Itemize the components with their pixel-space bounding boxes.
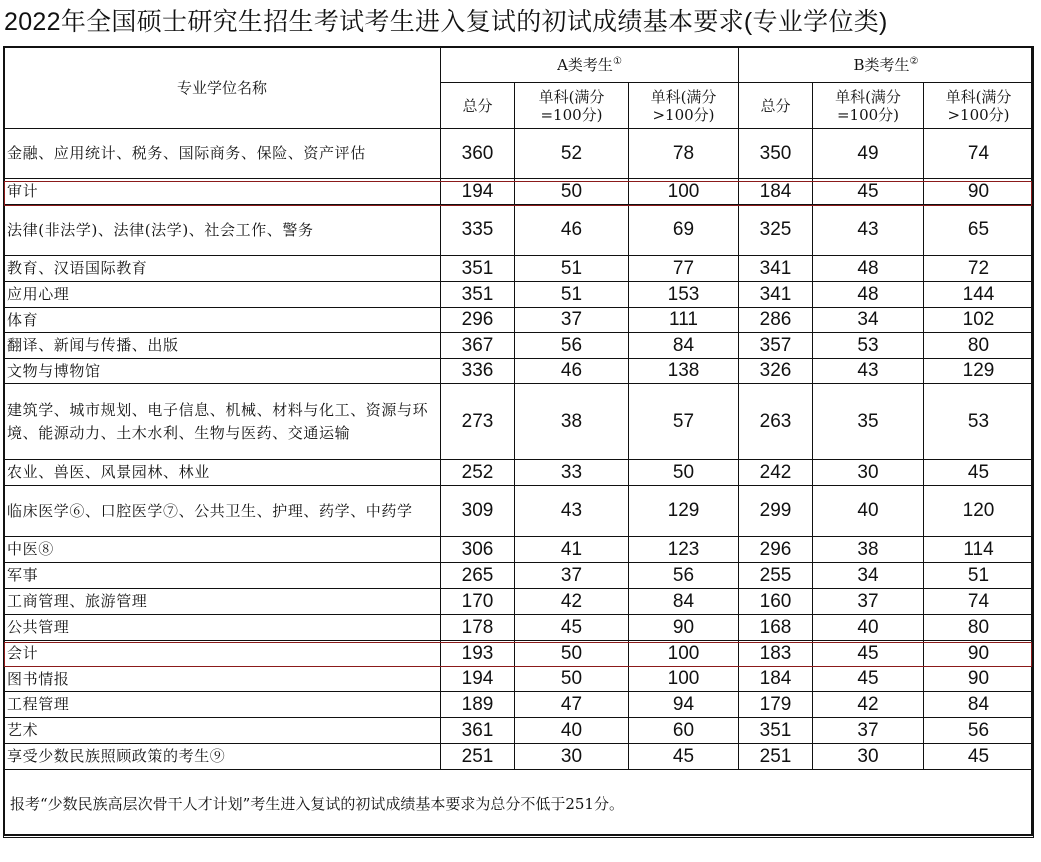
group-b-label: B类考生 — [853, 55, 910, 74]
major-name-cell: 工程管理 — [4, 692, 441, 718]
header-b-single-100-l1: 单科(满分 — [835, 87, 901, 106]
score-cell-b-sgt: 45 — [924, 744, 1034, 770]
score-cell-b-sgt: 56 — [924, 718, 1034, 744]
score-cell-a-s100: 45 — [515, 615, 629, 641]
major-name-cell: 中医⑧ — [4, 537, 441, 563]
score-cell-b-sgt: 90 — [924, 667, 1034, 692]
major-name-cell: 图书情报 — [4, 667, 441, 692]
header-a-single-gt100-l1: 单科(满分 — [650, 87, 717, 106]
score-cell-a-total: 265 — [441, 563, 515, 589]
score-cell-a-total: 336 — [441, 359, 515, 384]
score-cell-a-sgt: 111 — [629, 308, 739, 333]
score-cell-a-sgt: 84 — [629, 333, 739, 359]
table-frame — [3, 46, 1033, 836]
score-cell-a-total: 194 — [441, 667, 515, 692]
score-cell-a-sgt: 60 — [629, 718, 739, 744]
score-cell-b-total: 251 — [739, 744, 813, 770]
score-cell-b-total: 179 — [739, 692, 813, 718]
major-name-cell: 军事 — [4, 563, 441, 589]
score-cell-a-total: 296 — [441, 308, 515, 333]
major-name-cell: 审计 — [4, 179, 441, 205]
score-cell-b-s100: 30 — [813, 460, 924, 486]
major-name-cell: 体育 — [4, 308, 441, 333]
score-cell-a-total: 251 — [441, 744, 515, 770]
score-cell-a-s100: 50 — [515, 667, 629, 692]
score-cell-a-sgt: 100 — [629, 667, 739, 692]
score-cell-a-total: 361 — [441, 718, 515, 744]
score-cell-b-sgt: 129 — [924, 359, 1034, 384]
header-a-single-gt100-l2: >100分) — [652, 105, 715, 124]
score-cell-b-sgt: 80 — [924, 333, 1034, 359]
score-cell-a-sgt: 100 — [629, 179, 739, 205]
major-name-cell: 翻译、新闻与传播、出版 — [4, 333, 441, 359]
score-cell-b-total: 168 — [739, 615, 813, 641]
score-cell-b-total: 351 — [739, 718, 813, 744]
group-a-label: A类考生 — [557, 55, 613, 74]
score-cell-a-s100: 41 — [515, 537, 629, 563]
score-cell-a-sgt: 77 — [629, 256, 739, 282]
score-cell-b-total: 341 — [739, 256, 813, 282]
score-cell-b-s100: 40 — [813, 615, 924, 641]
score-cell-a-s100: 43 — [515, 486, 629, 537]
score-cell-b-total: 286 — [739, 308, 813, 333]
score-cell-b-total: 184 — [739, 667, 813, 692]
header-a-single-100-l2: =100分) — [540, 105, 603, 124]
header-b-single-100-l2: =100分) — [836, 105, 900, 124]
score-cell-b-s100: 45 — [813, 641, 924, 667]
score-cell-b-total: 341 — [739, 282, 813, 308]
header-b-single-gt100-l2: >100分) — [947, 105, 1010, 124]
score-cell-b-s100: 37 — [813, 589, 924, 615]
score-cell-b-sgt: 74 — [924, 129, 1034, 179]
score-cell-a-sgt: 84 — [629, 589, 739, 615]
score-cell-a-sgt: 78 — [629, 129, 739, 179]
score-cell-a-s100: 37 — [515, 563, 629, 589]
score-cell-a-s100: 56 — [515, 333, 629, 359]
score-cell-b-sgt: 65 — [924, 205, 1034, 256]
score-cell-b-sgt: 72 — [924, 256, 1034, 282]
score-cell-b-total: 357 — [739, 333, 813, 359]
score-cell-b-s100: 38 — [813, 537, 924, 563]
score-cell-a-s100: 50 — [515, 179, 629, 205]
score-cell-b-sgt: 144 — [924, 282, 1034, 308]
header-a-single-100-l1: 单科(满分 — [538, 87, 605, 106]
score-cell-a-sgt: 94 — [629, 692, 739, 718]
major-name-cell: 公共管理 — [4, 615, 441, 641]
score-cell-a-s100: 47 — [515, 692, 629, 718]
score-cell-b-total: 296 — [739, 537, 813, 563]
score-cell-b-total: 325 — [739, 205, 813, 256]
score-cell-a-total: 351 — [441, 282, 515, 308]
score-cell-a-sgt: 90 — [629, 615, 739, 641]
score-cell-b-s100: 35 — [813, 384, 924, 460]
score-cell-b-total: 160 — [739, 589, 813, 615]
score-cell-a-sgt: 57 — [629, 384, 739, 460]
score-cell-a-s100: 51 — [515, 256, 629, 282]
score-cell-a-total: 360 — [441, 129, 515, 179]
score-cell-b-sgt: 102 — [924, 308, 1034, 333]
major-name-cell: 会计 — [4, 641, 441, 667]
score-cell-a-sgt: 50 — [629, 460, 739, 486]
score-cell-b-total: 183 — [739, 641, 813, 667]
score-cell-b-s100: 42 — [813, 692, 924, 718]
score-cell-a-total: 170 — [441, 589, 515, 615]
score-cell-a-sgt: 153 — [629, 282, 739, 308]
score-cell-a-total: 273 — [441, 384, 515, 460]
score-cell-a-s100: 52 — [515, 129, 629, 179]
score-cell-a-total: 178 — [441, 615, 515, 641]
score-cell-a-s100: 33 — [515, 460, 629, 486]
score-cell-a-total: 309 — [441, 486, 515, 537]
score-cell-a-s100: 51 — [515, 282, 629, 308]
score-cell-b-s100: 43 — [813, 359, 924, 384]
score-cell-b-sgt: 80 — [924, 615, 1034, 641]
score-cell-a-sgt: 100 — [629, 641, 739, 667]
score-cell-a-s100: 40 — [515, 718, 629, 744]
major-name-cell: 金融、应用统计、税务、国际商务、保险、资产评估 — [4, 129, 441, 179]
score-cell-a-total: 367 — [441, 333, 515, 359]
score-cell-b-sgt: 90 — [924, 641, 1034, 667]
page-title: 2022年全国硕士研究生招生考试考生进入复试的初试成绩基本要求(专业学位类) — [4, 8, 888, 36]
score-cell-a-total: 193 — [441, 641, 515, 667]
major-name-cell: 艺术 — [4, 718, 441, 744]
score-cell-b-sgt: 53 — [924, 384, 1034, 460]
score-cell-b-total: 184 — [739, 179, 813, 205]
score-cell-a-total: 351 — [441, 256, 515, 282]
score-cell-b-total: 242 — [739, 460, 813, 486]
footnote: 报考“少数民族高层次骨干人才计划”考生进入复试的初试成绩基本要求为总分不低于251分。 — [4, 770, 1034, 838]
score-cell-a-sgt: 69 — [629, 205, 739, 256]
score-cell-a-s100: 46 — [515, 205, 629, 256]
major-name-cell: 农业、兽医、风景园林、林业 — [4, 460, 441, 486]
score-cell-a-sgt: 123 — [629, 537, 739, 563]
score-cell-a-sgt: 45 — [629, 744, 739, 770]
major-name-cell: 应用心理 — [4, 282, 441, 308]
score-cell-b-sgt: 84 — [924, 692, 1034, 718]
major-name-cell: 文物与博物馆 — [4, 359, 441, 384]
major-name-cell: 享受少数民族照顾政策的考生⑨ — [4, 744, 441, 770]
score-cell-b-sgt: 51 — [924, 563, 1034, 589]
score-cell-b-s100: 40 — [813, 486, 924, 537]
score-cell-b-s100: 48 — [813, 256, 924, 282]
score-cell-b-s100: 49 — [813, 129, 924, 179]
score-cell-b-s100: 53 — [813, 333, 924, 359]
score-cell-b-sgt: 45 — [924, 460, 1034, 486]
major-name-cell: 建筑学、城市规划、电子信息、机械、材料与化工、资源与环境、能源动力、土木水利、生物与医药、交通运输 — [4, 384, 441, 460]
score-cell-b-total: 299 — [739, 486, 813, 537]
group-a-footnote-mark: ① — [612, 55, 622, 67]
score-cell-a-total: 194 — [441, 179, 515, 205]
score-cell-a-s100: 50 — [515, 641, 629, 667]
score-cell-a-s100: 42 — [515, 589, 629, 615]
score-cell-a-s100: 46 — [515, 359, 629, 384]
major-name-cell: 教育、汉语国际教育 — [4, 256, 441, 282]
score-cell-a-s100: 38 — [515, 384, 629, 460]
score-cell-b-sgt: 120 — [924, 486, 1034, 537]
score-cell-b-s100: 43 — [813, 205, 924, 256]
score-cell-a-total: 189 — [441, 692, 515, 718]
score-cell-b-s100: 34 — [813, 563, 924, 589]
score-cell-b-s100: 48 — [813, 282, 924, 308]
header-major-name: 专业学位名称 — [4, 47, 441, 129]
score-cell-a-sgt: 56 — [629, 563, 739, 589]
score-cell-a-total: 252 — [441, 460, 515, 486]
header-b-single-gt100-l1: 单科(满分 — [945, 87, 1012, 106]
header-b-total: 总分 — [739, 83, 813, 129]
group-b-footnote-mark: ② — [909, 55, 919, 67]
score-cell-b-total: 255 — [739, 563, 813, 589]
score-cell-a-total: 335 — [441, 205, 515, 256]
major-name-cell: 法律(非法学)、法律(法学)、社会工作、警务 — [4, 205, 441, 256]
score-cell-b-sgt: 114 — [924, 537, 1034, 563]
score-cell-a-sgt: 138 — [629, 359, 739, 384]
header-a-total: 总分 — [441, 83, 515, 129]
score-cell-b-s100: 45 — [813, 667, 924, 692]
score-cell-a-sgt: 129 — [629, 486, 739, 537]
score-cell-b-sgt: 74 — [924, 589, 1034, 615]
score-cell-a-s100: 30 — [515, 744, 629, 770]
score-cell-b-s100: 30 — [813, 744, 924, 770]
score-cell-b-s100: 34 — [813, 308, 924, 333]
score-cell-b-total: 350 — [739, 129, 813, 179]
score-cell-b-total: 326 — [739, 359, 813, 384]
score-cell-a-total: 306 — [441, 537, 515, 563]
score-cell-b-sgt: 90 — [924, 179, 1034, 205]
major-name-cell: 工商管理、旅游管理 — [4, 589, 441, 615]
score-cell-b-s100: 45 — [813, 179, 924, 205]
major-name-cell: 临床医学⑥、口腔医学⑦、公共卫生、护理、药学、中药学 — [4, 486, 441, 537]
score-cell-b-s100: 37 — [813, 718, 924, 744]
score-cell-a-s100: 37 — [515, 308, 629, 333]
score-cell-b-total: 263 — [739, 384, 813, 460]
